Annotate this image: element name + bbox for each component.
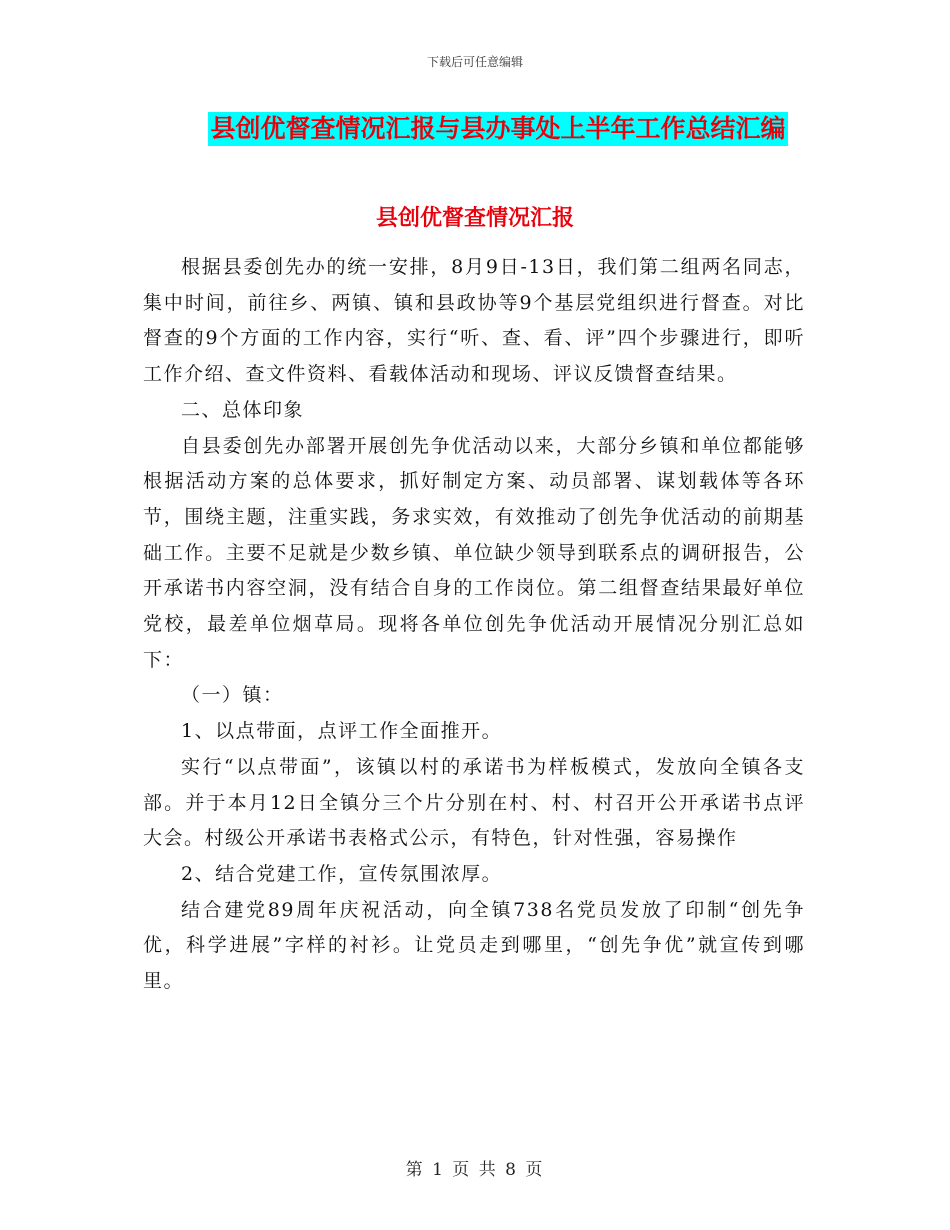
heading-town: （一）镇： [181, 684, 284, 707]
heading-overall-impression: 二、总体印象 [181, 398, 305, 421]
heading-point-1: 1、以点带面，点评工作全面推开。 [181, 720, 503, 743]
document-title: 县创优督查情况汇报与县办事处上半年工作总结汇编 [208, 112, 787, 146]
document-title-container [0, 112, 950, 146]
section-title: 县创优督查情况汇报 [375, 205, 574, 231]
paragraph-point-1: 实行“以点带面”，该镇以村的承诺书为样板模式，发放向全镇各支部。并于本月12日全镇分三个片分别在村、村、村召开公开承诺书点评大会。村级公开承诺书表格式公示，有特色，针对性强，容易操作 [143, 755, 805, 850]
document-body [143, 250, 805, 1000]
paragraph-overview: 自县委创先办部署开展创先争优活动以来，大部分乡镇和单位都能够根据活动方案的总体要求，抓好制定方案、动员部署、谋划载体等各环节，围绕主题，注重实践，务求实效，有效推动了创先争优活动的前期基础工作。主要不足就是少数乡镇、单位缺少领导到联系点的调研报告，公开承诺书内容空洞，没有结合自身的工作岗位。第二组督查结果最好单位党校，最差单位烟草局。现将各单位创先争优活动开展情况分别汇总如下： [143, 434, 805, 671]
paragraph-point-2: 结合建党89周年庆祝活动，向全镇738名党员发放了印制“创先争优，科学进展”字样的衬衫。让党员走到哪里，“创先争优”就宣传到哪里。 [143, 898, 805, 993]
paragraph-intro: 根据县委创先办的统一安排，8月9日-13日，我们第二组两名同志，集中时间，前往乡、两镇、镇和县政协等9个基层党组织进行督查。对比督查的9个方面的工作内容，实行“听、查、看、评”四个步骤进行，即听工作介绍、查文件资料、看载体活动和现场、评议反馈督查结果。 [143, 256, 805, 386]
page-number-footer: 第 1 页 共 8 页 [405, 1160, 545, 1180]
header-note: 下载后可任意编辑 [426, 55, 523, 69]
heading-point-2: 2、结合党建工作，宣传氛围浓厚。 [181, 862, 503, 885]
